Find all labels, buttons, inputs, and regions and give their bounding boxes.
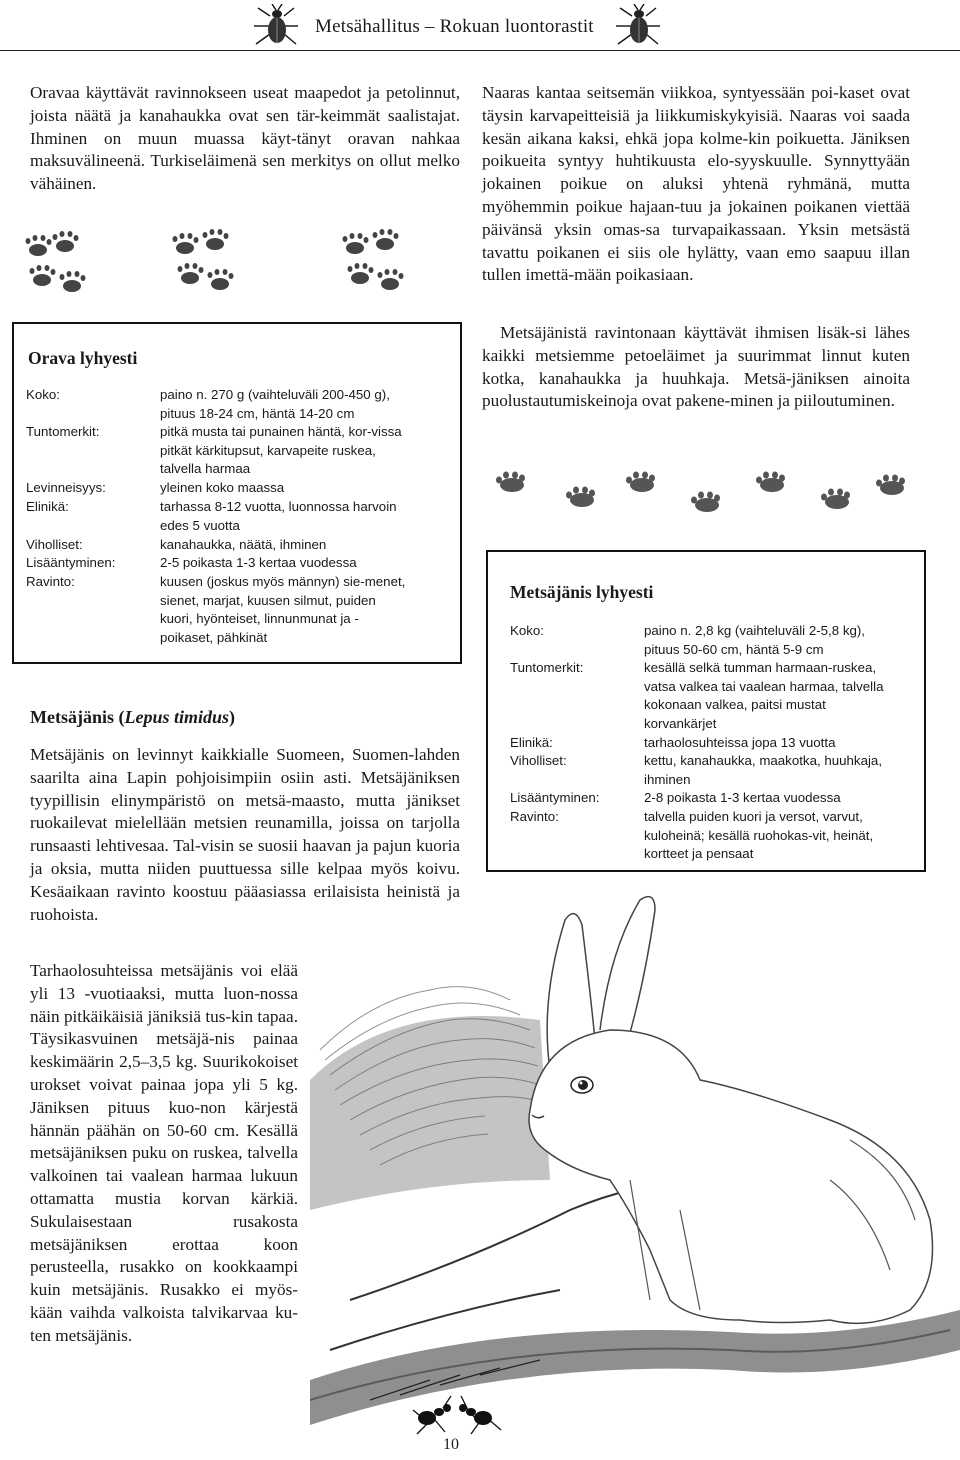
squirrel-tracks-icon	[10, 228, 450, 308]
squirrel-box-title: Orava lyhyesti	[28, 348, 138, 368]
intro-paragraph: Oravaa käyttävät ravinnokseen useat maapedot ja petolinnut, joista näätä ja kanahaukka ovat sen tär-keimmät saalistajat. Ihminen on muun muassa käyt-tänyt oravan nahkaa maksuvälineenä. Turkiseläimenä sen merkitys on ollut melko vähäinen.	[30, 83, 460, 194]
fact-label: Elinikä:	[510, 735, 553, 750]
fact-label: Ravinto:	[26, 574, 75, 589]
fact-value: tarhaolosuhteissa jopa 13 vuotta	[644, 735, 836, 750]
right-paragraph-1: Naaras kantaa seitsemän viikkoa, syntyessään poi-kaset ovat täysin karvapeitteisiä ja liikkumiskykyisiä. Naaras voi saada kesän aikana kaksi, ehkä jopa kolme-kin poikuetta. Jäniksen poikueita syntyy huhtikuusta elo-syyskuulle. Synnyttyään jokainen poikue on aluksi yhtenä ryhmänä, mutta myöhemmin poikue hajaan-tuu ja jokainen poikanen viettää päivänsä yksin omas-sa turvapaikassaan. Yksin metsästä tavattu poikanen ei siis ole hylätty, vaan emo saapuu illan tullen imettä-mään poikasiaan.	[482, 83, 910, 285]
fact-label: Lisääntyminen:	[26, 555, 116, 570]
right-paragraph-2: Metsäjänistä ravintonaan käyttävät ihmisen lisäk-si lähes kaikki metsiemme petoeläimet ja suurimmat linnut kuten kotka, kanahaukka ja huuhkaja. Metsä-jäniksen ainoita puolustautumiskeinoja ovat pakene-minen ja piiloutuminen.	[482, 323, 910, 411]
hare-heading-latin: Lepus timidus	[124, 707, 230, 727]
fact-label: Koko:	[26, 387, 61, 402]
hare-heading-prefix: Metsäjänis (	[30, 707, 125, 727]
fact-value: 2-8 poikasta 1-3 kertaa vuodessa	[644, 790, 841, 805]
fact-label: Ravinto:	[510, 809, 559, 824]
header-title: Metsähallitus – Rokuan luontorastit	[315, 16, 594, 37]
hare-paragraph-1: Metsäjänis on levinnyt kaikkialle Suomeen, Suomen-lahden saarilta aina Lapin pohjoisimpiin osiin asti. Metsäjäniksen tyypillisin elinympäristö on metsä-maasto, mutta jänikset ruokailevat mielellään metsien reunamilla, joissa on tarjolla runsaasti lehtivesaa. Tal-visin se suosii haavan ja pajun kuoria ja oksia, mutta niiden puuttuessa sille kelpaa myös koivu. Kesäaikaan ravinto koostuu pääasiassa erilaisista heinistä ja ruohoista.	[30, 745, 460, 924]
fact-label: Elinikä:	[26, 499, 69, 514]
fact-label: Koko:	[510, 623, 545, 638]
fact-label: Levinneisyys:	[26, 480, 106, 495]
fact-value: yleinen koko maassa	[160, 480, 285, 495]
fact-value: paino n. 270 g (vaihteluväli 200-450 g), pituus 18-24 cm, häntä 14-20 cm	[160, 387, 390, 421]
hare-heading-suffix: )	[229, 707, 236, 727]
hare-section-heading	[30, 707, 235, 728]
beetle-icon-right	[612, 4, 664, 48]
beetle-icon-left	[250, 4, 302, 48]
fact-value: kuusen (joskus myös männyn) sie-menet, sienet, marjat, kuusen silmut, puiden kuori, hyönteiset, linnunmunat ja -poikaset, pähkinät	[160, 574, 406, 645]
ants-icon	[405, 1390, 515, 1442]
page-number: 10	[443, 1436, 459, 1453]
fact-value: 2-5 poikasta 1-3 kertaa vuodessa	[160, 555, 357, 570]
fact-value: kettu, kanahaukka, maakotka, huuhkaja, ihminen	[644, 753, 883, 787]
fact-value: kesällä selkä tumman harmaan-ruskea, vatsa valkea tai vaalean harmaa, talvella kokonaan valkea, paitsi mustat korvankärjet	[644, 660, 884, 731]
fact-value: paino n. 2,8 kg (vaihteluväli 2-5,8 kg), pituus 50-60 cm, häntä 5-9 cm	[644, 623, 866, 657]
squirrel-info-box	[12, 322, 462, 664]
hare-paragraph-2: Tarhaolosuhteissa metsäjänis voi elää yli 13 -vuotiaaksi, mutta luon-nossa näin pitkäikäisiä jäniksiä tus-kin tapaa. Täysikasvuinen metsäjä-nis painaa keskimäärin 2,5–3,5 kg. Suurikokoiset urokset voivat painaa jopa yli 5 kg. Jäniksen pituus kuo-non kärjestä hännän päähän on 50-60 cm. Kesällä metsäjäniksen puku on ruskea, talvella valkoinen tai vaalean harmaa lukuun ottamatta mustia korvan kärkiä. Sukulaisestaan rusakosta metsäjäniksen erottaa koon perusteella, rusakko on kookkaampi kuin metsäjänis. Rusakko ei myös-kään vaihda valkoista talvikarvaa ku-ten metsäjänis.	[30, 961, 298, 1345]
fact-value: kanahaukka, näätä, ihminen	[160, 537, 327, 552]
hare-tracks-icon	[482, 460, 922, 530]
hare-illustration	[310, 880, 960, 1440]
fact-value: talvella puiden kuori ja versot, varvut, kuloheinä; kesällä ruohokas-vit, heinät, kortteet ja pensaat	[644, 809, 874, 862]
header-rule	[0, 50, 960, 51]
fact-label: Viholliset:	[26, 537, 83, 552]
hare-info-box	[486, 550, 926, 872]
fact-label: Tuntomerkit:	[26, 424, 100, 439]
fact-value: pitkä musta tai punainen häntä, kor-vissa pitkät kärkitupsut, karvapeite ruskea, talvella harmaa	[160, 424, 402, 477]
fact-label: Lisääntyminen:	[510, 790, 600, 805]
hare-box-title: Metsäjänis lyhyesti	[510, 582, 654, 602]
fact-label: Tuntomerkit:	[510, 660, 584, 675]
fact-value: tarhassa 8-12 vuotta, luonnossa harvoin edes 5 vuotta	[160, 499, 397, 533]
fact-label: Viholliset:	[510, 753, 567, 768]
